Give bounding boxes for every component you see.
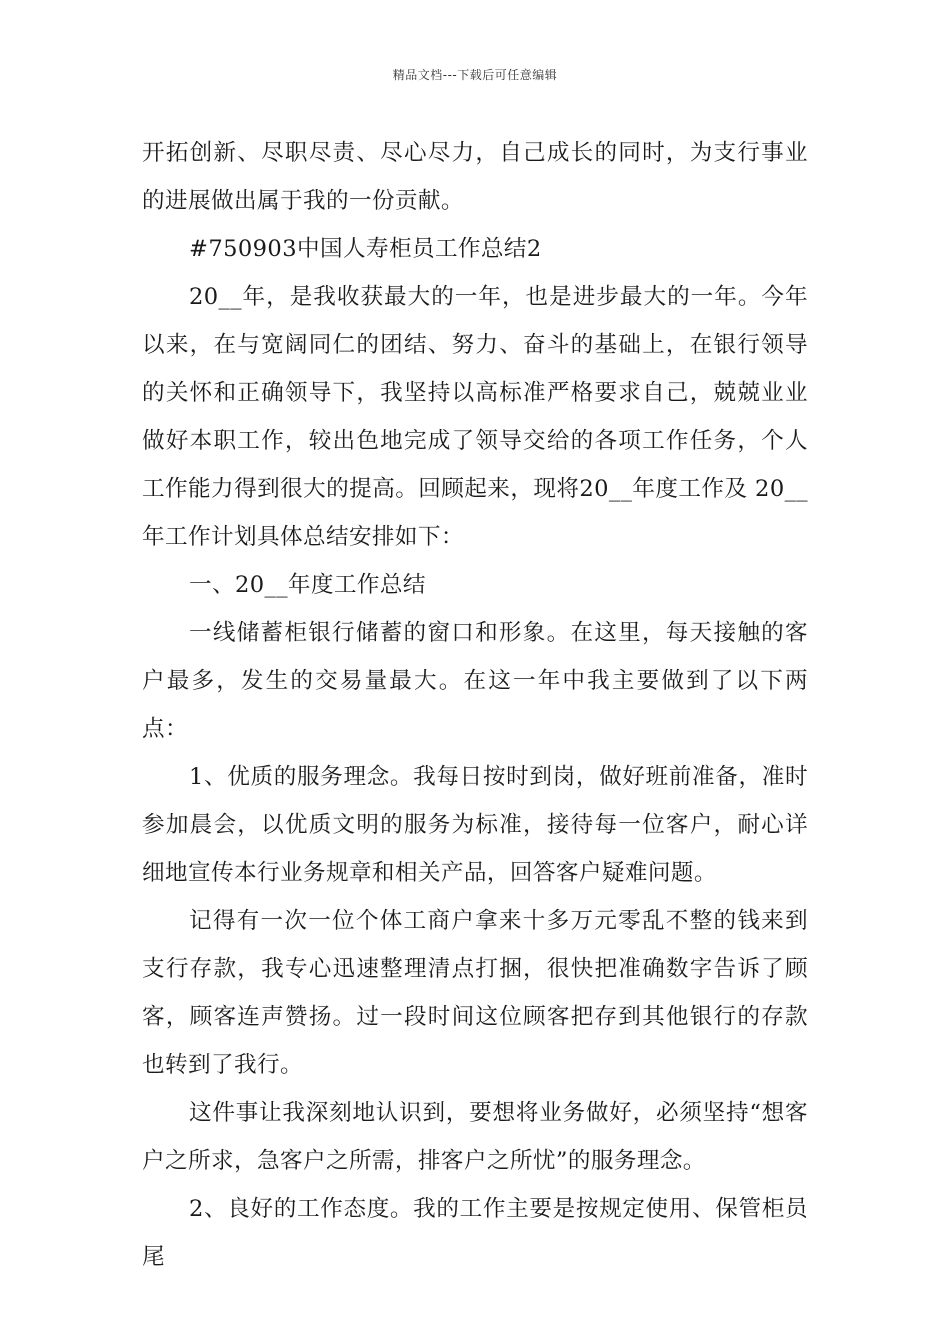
- paragraph: 记得有一次一位个体工商户拿来十多万元零乱不整的钱来到支行存款，我专心迅速整理清点打捆，很快把准确数字告诉了顾客，顾客连声赞扬。过一段时间这位顾客把存到其他银行的存款也转到了我行。: [142, 908, 808, 1078]
- page-header: 精品文档---下载后可任意编辑: [392, 68, 558, 82]
- paragraph: 这件事让我深刻地认识到，要想将业务做好，必须坚持“想客户之所求，急客户之所需，排客户之所忧”的服务理念。: [142, 1100, 808, 1174]
- paragraph: 20__年，是我收获最大的一年，也是进步最大的一年。今年以来，在与宽阔同仁的团结、努力、奋斗的基础上，在银行领导的关怀和正确领导下，我坚持以高标准严格要求自己，兢兢业业做好本职工作，较出色地完成了领导交给的各项工作任务，个人工作能力得到很大的提高。回顾起来，现将20__年度工作及 20__年工作计划具体总结安排如下：: [142, 284, 808, 550]
- paragraph: 一线储蓄柜银行储蓄的窗口和形象。在这里，每天接触的客户最多，发生的交易量最大。在这一年中我主要做到了以下两点：: [142, 620, 808, 742]
- section-heading: #750903中国人寿柜员工作总结2: [189, 236, 542, 262]
- document-body: [142, 129, 808, 1281]
- paragraph: 1、优质的服务理念。我每日按时到岗，做好班前准备，准时参加晨会，以优质文明的服务为标准，接待每一位客户，耐心详细地宣传本行业务规章和相关产品，回答客户疑难问题。: [142, 764, 808, 886]
- paragraph: 2、良好的工作态度。我的工作主要是按规定使用、保管柜员尾: [142, 1196, 808, 1270]
- paragraph: 开拓创新、尽职尽责、尽心尽力，自己成长的同时，为支行事业的进展做出属于我的一份贡献。: [142, 140, 808, 214]
- section-heading: 一、20__年度工作总结: [189, 572, 426, 598]
